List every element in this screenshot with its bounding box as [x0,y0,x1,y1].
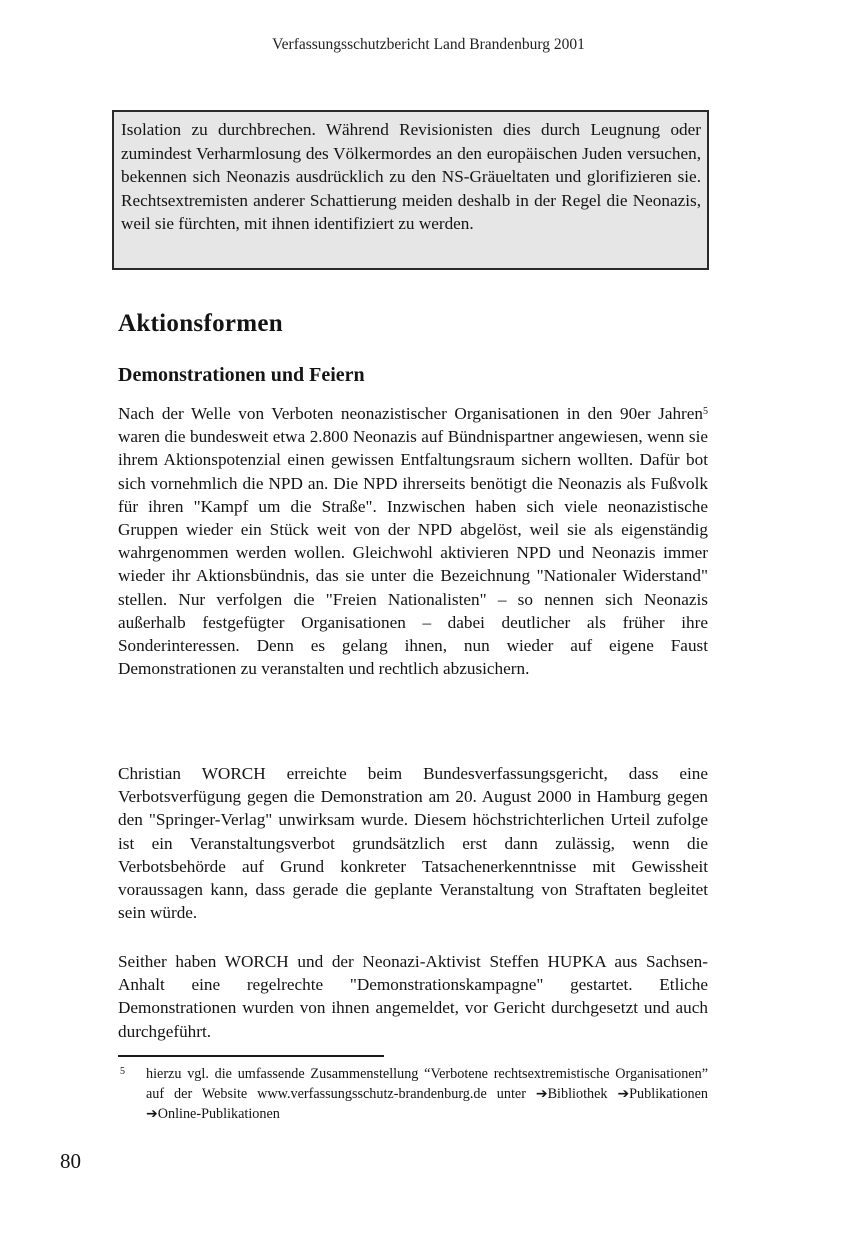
paragraph-3: Seither haben WORCH und der Neonazi-Aktivist Steffen HUPKA aus Sachsen-Anhalt eine regelrechte "Demonstrationskampagne" gestartet. Etliche Demonstrationen wurden von ihnen angemeldet, vor Gericht durchgesetzt und auch durchgeführt. [118,952,708,1041]
paragraph-1-part-a: Nach der Welle von Verboten neonazistischer Organisationen in den 90er Jahren [118,404,703,423]
footnote-path-bibliothek: Bibliothek [547,1086,618,1102]
running-header: Verfassungsschutzbericht Land Brandenburg 2001 [272,36,585,53]
boxed-paragraph: Isolation zu durchbrechen. Während Revisionisten dies durch Leugnung oder zumindest Verharmlosung des Völkermordes an den europäischen Juden versuchen, bekennen sich Neonazis ausdrücklich zu den NS-Gräueltaten und glorifizieren sie. Rechtsextremisten anderer Schattierung meiden deshalb in der Regel die Neonazis, weil sie fürchten, mit ihnen identifiziert zu werden. [112,110,709,270]
paragraph-1 [118,402,708,680]
arrow-right-icon: ➔ [617,1086,630,1102]
page-number: 80 [60,1149,81,1173]
paragraph-1-part-b: waren die bundesweit etwa 2.800 Neonazis auf Bündnispartner angewiesen, wenn sie ihrem Aktionspotenzial einen gewissen Entfaltungsraum sichern wollten. Dafür bot sich vornehmlich die NPD an. Die NPD ihrerseits benötigt die Neonazis als Fußvolk für ihren "Kampf um die Straße". Inzwischen haben sich viele neonazistische Gruppen wieder ein Stück weit von der NPD abgelöst, weil sie als eigenständig wahrgenommen werden wollen. Gleichwohl aktivieren NPD und Neonazis immer wieder ihr Aktionsbündnis, das sie unter die Bezeichnung "Nationaler Widerstand" stellen. Nur verfolgen die "Freien Nationalisten" – so nennen sich Neonazis außerhalb festgefügter Organisationen – dabei deutlicher als früher ihre Sonderinteressen. Denn es gelang ihnen, nun wieder auf eigene Faust Demonstrationen zu veranstalten und rechtlich abzusichern. [118,427,708,679]
subsection-title: Demonstrationen und Feiern [118,364,365,386]
footnote-divider [118,1055,384,1057]
paragraph-2: Christian WORCH erreichte beim Bundesverfassungsgericht, dass eine Verbotsverfügung gegen die Demonstration am 20. August 2000 in Hamburg gegen den "Springer-Verlag" unwirksam wurde. Diesem höchstrichterlichen Urteil zufolge ist ein Veranstaltungsverbot grundsätzlich erst dann zulässig, wenn die Verbotsbehörde auf Grund konkreter Tatsachenerkenntnisse mit Gewissheit voraussagen kann, dass gerade die geplante Veranstaltung von Straftaten begleitet sein würde. [118,764,708,923]
footnote-reference: 5 [703,406,708,417]
arrow-right-icon: ➔ [535,1086,548,1102]
footnote-text [146,1064,708,1124]
footnote-mark: 5 [120,1066,125,1077]
footnote-path-publikationen: Publikationen [629,1086,708,1102]
footnote [118,1064,708,1124]
section-title: Aktionsformen [118,310,284,337]
footnote-path-online: Online-Publikationen [157,1106,280,1122]
footnote-text-intro: hierzu vgl. die umfassende Zusammenstellung “Verbotene rechtsextremistische Organisationen” auf der Website www.verfassungsschutz-brandenburg.de unter [146,1066,708,1102]
arrow-right-icon: ➔ [146,1106,158,1122]
